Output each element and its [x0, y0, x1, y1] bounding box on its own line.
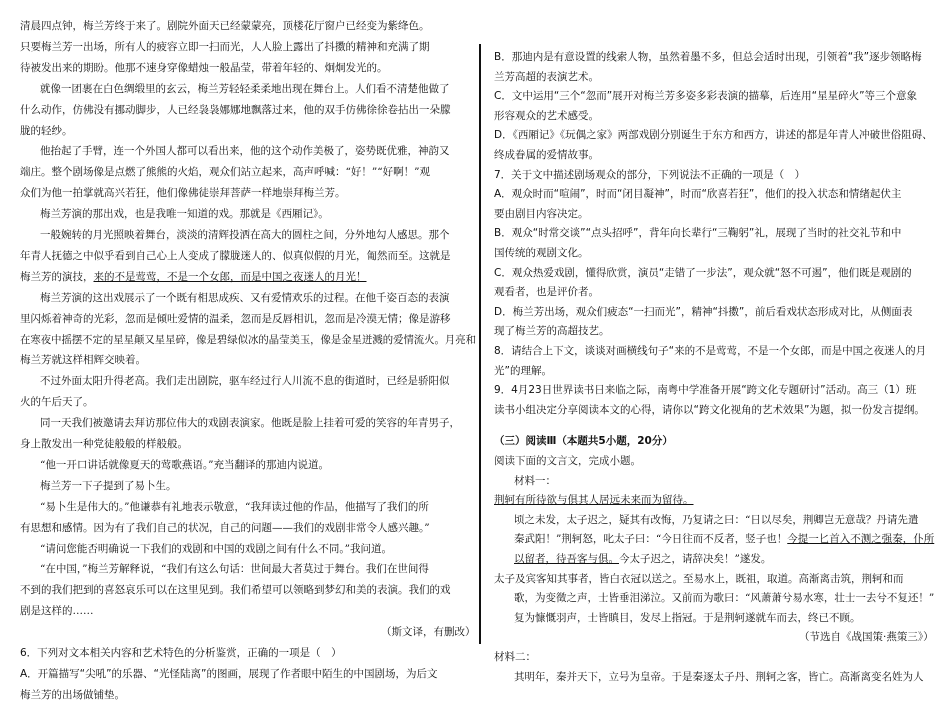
text-span: 复为慷慨羽声，士皆瞋目，发尽上指冠。于是荆轲遂就车而去，终已不顾。: [514, 611, 861, 624]
text-span: “他一开口讲话就像夏天的莺歌燕语。”充当翻译的那迪内说道。: [40, 458, 329, 471]
text-span: 不过外面太阳升得老高。我们走出剧院，驱车经过行人川流不息的街道时，已经是骄阳似: [40, 375, 450, 388]
text-span: 材料二：: [494, 651, 536, 663]
text-span: 兰芳高超的表演艺术。: [494, 70, 599, 83]
right-text-line: [494, 365, 552, 378]
right-text-line: [494, 651, 536, 664]
right-text-line: [494, 51, 922, 64]
left-text-line: [20, 41, 430, 54]
right-text-line: [494, 573, 904, 586]
right-text-line: [494, 306, 912, 319]
right-text-line: [514, 553, 771, 566]
text-span: 来的不是莺莺，不是一个女郎，而是中国之夜迷人的月光！: [93, 270, 367, 283]
right-text-line: [514, 612, 861, 625]
text-span: 就像一团裹在白色绸缎里的玄云，梅兰芳轻轻柔柔地出现在舞台上。人们看不清楚他做了: [40, 82, 450, 95]
text-span: 众们为他一拍掌就高兴若狂，他们像佛徒崇拜菩萨一样地崇拜梅兰芳。: [20, 187, 346, 200]
right-text-line: [494, 129, 933, 142]
left-text-line: [20, 125, 73, 138]
right-text-line: [494, 110, 599, 123]
text-span: 秦武阳！”荆轲怒，叱太子曰：“今日往而不反者，竖子也！: [514, 533, 788, 546]
text-span: 形容观众的艺术感受。: [494, 109, 599, 122]
left-text-line: [20, 668, 437, 681]
text-span: 火的午后天了。: [20, 396, 94, 409]
column-divider: [479, 44, 481, 644]
right-text-line: [514, 671, 924, 684]
text-span: 同一天我们被邀请去拜访那位伟大的戏剧表演家。他既是脸上挂着可爱的笑容的年青男子，: [40, 417, 460, 430]
text-span: 在寒夜中摇摆不定的星星颠又星星碎，像是碧绿似冰的晶莹美玉，像是金星迸溅的爱情流火。月亮和: [20, 333, 476, 346]
text-span: B．那迪内是有意设置的线索人物，虽然着墨不多，但总会适时出现，引领着“我”逐步领略梅: [494, 51, 922, 63]
text-span: 梅兰芳就这样相辉交映着。: [20, 354, 146, 367]
right-text-line: [494, 286, 599, 299]
text-span: 阅读下面的文言文，完成小题。: [494, 455, 641, 467]
right-text-line: [799, 631, 934, 644]
text-span: （节选自《战国策·燕策三》）: [799, 631, 934, 644]
right-text-line: [494, 384, 916, 397]
text-span: 一般婉转的月光照映着舞台，淡淡的清辉投洒在高大的圆柱之间，分外地勾人感思。那个: [40, 229, 450, 241]
text-span: A．观众时而“喧闹”，时而“闭目凝神”，时而“欣喜若狂”，他们的投入状态和情绪起伏主: [494, 188, 902, 201]
right-text-line: [514, 533, 934, 546]
left-text-line: [20, 104, 451, 117]
left-text-line: [20, 354, 146, 367]
text-span: 里闪烁着神奇的光彩，忽而是倾吐爱情的温柔，忽而是反唇相讥，忽而是冷漠无情；像是游移: [20, 312, 451, 325]
right-text-line: [494, 455, 641, 468]
right-text-line: [494, 71, 599, 84]
text-span: 胧的轻纱。: [20, 124, 73, 137]
text-span: （斯文译，有删改）: [381, 626, 476, 639]
text-span: 待被发出来的期盼。他那不速身穿像蜡烛一般晶莹，带着年轻的、炯炯发光的。: [20, 61, 388, 74]
text-span: 梅兰芳演的这出戏展示了一个既有相思成疾、又有爱情欢乐的过程。在他千姿百态的表演: [40, 291, 450, 304]
text-span: 读书小组决定分享阅读本文的心得，请你以“跨文化视角的艺术效果”为题，拟一份发言提纲。: [494, 403, 925, 416]
text-span: 梅兰芳的出场做铺垫。: [20, 688, 125, 701]
text-span: 梅兰芳的演技，: [20, 270, 94, 283]
text-span: D．梅兰芳出场，观众们疲态“一扫而光”，精神“抖擞”，前后看戏状态形成对比，从侧面表: [494, 305, 913, 318]
left-text-line: [40, 543, 392, 556]
text-span: 现了梅兰芳的高超技艺。: [494, 325, 610, 338]
text-span: B．观众“时常交谈”“点头招呼”，背年向长辈行“三鞠躬”礼，展现了当时的社交礼节和中: [494, 227, 902, 240]
left-text-line: [40, 417, 460, 430]
text-span: 年青人抚德之中似乎看到自己心上人变成了朦胧迷人的、似真似假的月光，匍然而至。这就是: [20, 249, 451, 262]
left-text-line: [40, 292, 450, 305]
right-text-line: [494, 208, 589, 221]
right-text-line: [494, 345, 926, 358]
text-span: 什么动作，仿佛没有挪动脚步，人已经袅袅娜娜地飘落过来，他的双手仿佛徐徐卷拈出一朵朦: [20, 103, 451, 116]
text-span: 观看者，也是评价者。: [494, 286, 599, 299]
text-span: 他抬起了手臂，连一个外国人都可以看出来，他的这个动作美极了，姿势既优雅，神韵又: [40, 145, 450, 158]
right-text-line: [494, 227, 901, 240]
text-span: 7．关于文中描述剧场观众的部分，下列说法不正确的一项是（ ）: [494, 168, 806, 181]
right-text-line: [494, 325, 610, 338]
left-text-line: [40, 375, 450, 388]
text-span: 以留者，待吾客与俱。: [514, 553, 619, 565]
left-text-line: [40, 480, 177, 493]
left-text-line: [20, 250, 451, 263]
text-span: 太子及宾客知其事者，皆白衣冠以送之。至易水上，既祖，取道。高渐离击筑，荆轲和而: [494, 572, 904, 585]
left-text-line: [20, 313, 451, 326]
text-span: 梅兰芳一下子提到了易卜生。: [40, 479, 177, 492]
text-span: 今太子迟之，请辞决矣！”遂发。: [619, 553, 772, 565]
right-text-line: [514, 475, 556, 488]
left-text-line: [20, 187, 346, 200]
right-text-line: [494, 267, 912, 280]
right-text-line: [494, 435, 673, 448]
left-text-line: [20, 689, 125, 702]
text-span: 要由剧目内容决定。: [494, 207, 589, 220]
text-span: 清晨四点钟，梅兰芳终于来了。剧院外面天已经蒙蒙亮，顶楼花厅窗户已经变为紫绛色。: [20, 20, 430, 32]
text-span: “请问您能否明确说一下我们的戏剧和中国的戏剧之间有什么不同。”我问道。: [40, 542, 392, 555]
left-text-line: [40, 563, 429, 576]
text-span: （三）阅读Ⅲ（本题共5小题，20分）: [494, 435, 673, 448]
right-text-line: [514, 514, 918, 527]
right-text-line: [494, 404, 925, 417]
left-text-line: [20, 438, 188, 451]
left-text-line: [20, 522, 430, 535]
left-text-line: [20, 334, 476, 347]
left-text-line: [40, 459, 329, 472]
right-text-line: [494, 90, 917, 103]
text-span: 终成眷属的爱情故事。: [494, 149, 599, 161]
right-text-line: [514, 592, 934, 605]
left-text-line: [40, 83, 450, 96]
text-span: 光”的理解。: [494, 364, 552, 377]
text-span: 只要梅兰芳一出场，所有人的疲容立即一扫而光，人人脸上露出了抖擞的精神和充满了期: [20, 40, 430, 53]
left-text-line: [20, 584, 451, 597]
text-span: “易卜生是伟大的。”他谦恭有礼地表示敬意，“我拜读过他的作品，他描写了我们的所: [40, 500, 429, 513]
text-span: C．文中运用“三个“忽而”展开对梅兰芳多姿多彩表演的描摹，后连用“星星碎火”等三个意象: [494, 90, 918, 103]
text-span: 材料一：: [514, 474, 556, 487]
right-text-line: [494, 169, 805, 182]
text-span: 今提一匕首入不测之强秦，仆所: [787, 533, 935, 546]
text-span: 梅兰芳演的那出戏，也是我唯一知道的戏。那就是《西厢记》。: [40, 208, 329, 221]
text-span: 荆轲有所待欲与俱其人居远未来而为留待。: [494, 494, 694, 507]
right-text-line: [494, 149, 599, 162]
text-span: 端庄。整个剧场像是点燃了熊熊的火焰，观众们站立起来，高声呼喊：“好！”“好啊！”观: [20, 166, 430, 179]
right-text-line: [494, 247, 589, 260]
right-text-line: [494, 494, 694, 507]
left-text-line: [20, 62, 388, 75]
left-text-line: [20, 20, 430, 33]
left-text-line: [20, 647, 342, 660]
text-span: 国传统的观剧文化。: [494, 247, 589, 259]
text-span: 顷之未发，太子迟之，疑其有改悔，乃复请之曰：“日以尽矣，荆卿岂无意哉？丹请先遣: [514, 513, 919, 526]
right-column: [486, 0, 950, 683]
left-text-line: [381, 626, 476, 639]
text-span: 身上散发出一种党徒般般的样般般。: [20, 438, 188, 450]
text-span: C．观众热爱戏剧，懂得欣赏，演员“走错了一步法”，观众就“怒不可遏”，他们既是观剧的: [494, 266, 912, 279]
left-text-line: [20, 396, 94, 409]
text-span: D．《西厢记》《玩偶之家》两部戏剧分别诞生于东方和西方，讲述的都是年青人冲破世俗阻碍、: [494, 129, 933, 142]
left-text-line: [40, 501, 429, 514]
text-span: 其明年，秦并天下，立号为皇帝。于是秦逐太子丹、荆轲之客，皆亡。高渐离变名姓为人: [514, 670, 924, 683]
text-span: 不到的我们把到的喜怒哀乐可以在这里见到。我们希望可以领略到梦幻和美的表演。我们的戏: [20, 584, 451, 597]
text-span: A．开篇描写“尖吼”的乐器、“光怪陆离”的图画，展现了作者眼中陌生的中国剧场，为后文: [20, 667, 438, 680]
text-span: 剧是这样的……: [20, 605, 94, 618]
left-text-line: [20, 166, 430, 179]
left-text-line: [40, 229, 450, 242]
text-span: 歌，为变徵之声，士皆垂泪涕泣。又前而为歌曰：“风萧萧兮易水寒，壮士一去兮不复还！”: [514, 592, 935, 605]
text-span: 8．请结合上下文，谈谈对画横线句子“来的不是莺莺，不是一个女郎，而是中国之夜迷人的月: [494, 345, 927, 357]
text-span: 有思想和感情。因为有了我们自己的状况，自己的问题——我们的戏剧非常令人感兴趣。”: [20, 521, 430, 534]
text-span: 9．4月23日世界读书日来临之际，南粤中学准备开展“跨文化专题研讨”活动。高三（1）班: [494, 384, 917, 397]
right-text-line: [494, 188, 901, 201]
left-text-line: [40, 145, 450, 158]
text-span: 6．下列对文本相关内容和艺术特色的分析鉴赏，正确的一项是（ ）: [20, 647, 342, 659]
left-text-line: [40, 208, 329, 221]
text-span: “在中国，”梅兰芳解释说，“我们有这么句话：世间最大者莫过于舞台。我们在世间得: [40, 563, 429, 576]
left-text-line: [20, 271, 367, 284]
left-text-line: [20, 605, 94, 618]
